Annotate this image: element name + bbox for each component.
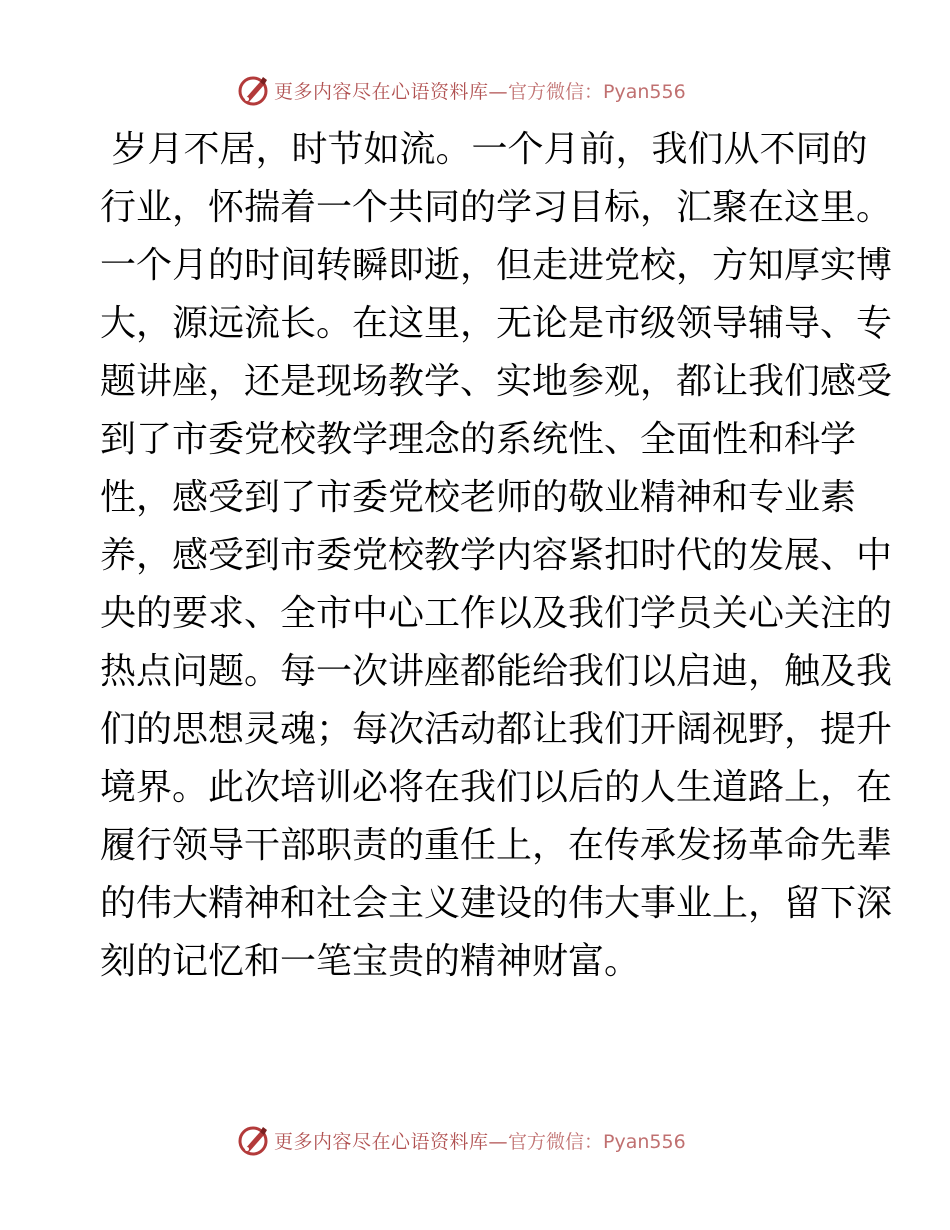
body-line: 岁月不居，时节如流。一个月前，我们从不同的 — [100, 129, 868, 170]
body-paragraph — [100, 121, 893, 991]
body-line: 到了市委党校教学理念的系统性、全面性和科学 — [100, 419, 857, 460]
header-banner-wechat: 官方微信：Pyan556 — [508, 80, 686, 103]
body-line: 热点问题。每一次讲座都能给我们以启迪，触及我 — [100, 651, 893, 692]
body-line: 题讲座，还是现场教学、实地参观，都让我们感受 — [100, 361, 893, 402]
header-banner-text: 更多内容尽在心语资料库— — [274, 80, 509, 103]
body-line: 性，感受到了市委党校老师的敬业精神和专业素 — [100, 477, 857, 518]
body-line: 们的思想灵魂；每次活动都让我们开阔视野，提升 — [100, 709, 893, 750]
pen-logo-icon — [236, 1123, 270, 1157]
body-line: 大，源远流长。在这里，无论是市级领导辅导、专 — [100, 303, 893, 344]
body-line: 行业，怀揣着一个共同的学习目标，汇聚在这里。 — [100, 187, 893, 228]
body-line: 央的要求、全市中心工作以及我们学员关心关注的 — [100, 593, 893, 634]
pen-logo-icon — [236, 73, 270, 107]
body-line: 履行领导干部职责的重任上，在传承发扬革命先辈 — [100, 825, 893, 866]
body-line: 的伟大精神和社会主义建设的伟大事业上，留下深 — [100, 883, 893, 924]
body-line: 刻的记忆和一笔宝贵的精神财富。 — [100, 941, 641, 982]
footer-banner — [236, 1123, 686, 1157]
body-line: 养，感受到市委党校教学内容紧扣时代的发展、中 — [100, 535, 893, 576]
footer-banner-wechat: 官方微信：Pyan556 — [508, 1130, 686, 1153]
body-line: 境界。此次培训必将在我们以后的人生道路上，在 — [100, 767, 893, 808]
header-banner — [236, 73, 686, 107]
body-line: 一个月的时间转瞬即逝，但走进党校，方知厚实博 — [100, 245, 893, 286]
footer-banner-text: 更多内容尽在心语资料库— — [274, 1130, 509, 1153]
